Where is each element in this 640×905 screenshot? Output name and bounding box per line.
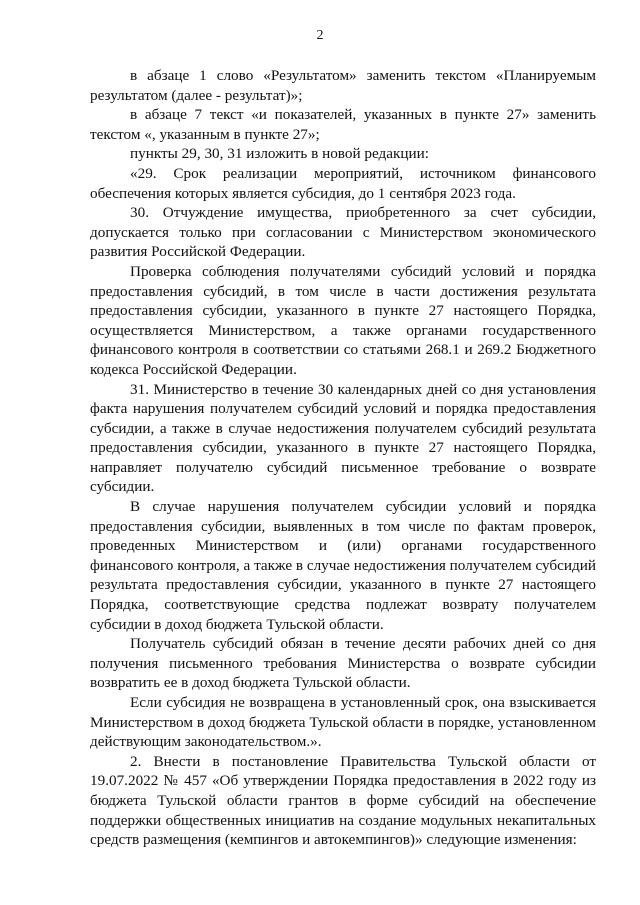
paragraph-11: 2. Внести в постановление Правительства Тульской области от 19.07.2022 № 457 «Об утверждении Порядка предоставления в 2022 году из бюджета Тульской области грантов в форме субсидий на обеспечение поддержки общественных инициатив на создание модульных некапитальных средств размещения (кемпингов и автокемпингов)» следующие изменения: xyxy=(90,752,596,849)
paragraph-10: Если субсидия не возвращена в установленный срок, она взыскивается Министерством в доход бюджета Тульской области в порядке, установленном действующим законодательством.». xyxy=(90,694,596,751)
paragraph-2: в абзаце 7 текст «и показателей, указанных в пункте 27» заменить текстом «, указанным в пункте 27»; xyxy=(90,106,596,143)
paragraph-5: 30. Отчуждение имущества, приобретенного за счет субсидии, допускается только при согласовании с Министерством экономического развития Российской Федерации. xyxy=(90,204,596,261)
paragraph-4: «29. Срок реализации мероприятий, источником финансового обеспечения которых является субсидия, до 1 сентября 2023 года. xyxy=(90,164,596,202)
paragraph-7: 31. Министерство в течение 30 календарных дней со дня установления факта нарушения получателем субсидий условий и порядка предоставления субсидии, а также в случае недостижения получателем субсидий результата предоставления субсидии, указанного в пункте 27 настоящего Порядка, направляет получателю субсидий письменное требование о возврате субсидии. xyxy=(90,380,596,496)
paragraph-6: Проверка соблюдения получателями субсидий условий и порядка предоставления субсидий, в том числе в части достижения результата предоставления субсидии, указанного в пункте 27 настоящего Порядка, осуществляется Министерством, а также органами государственного финансового контроля в соответствии со статьями 268.1 и 269.2 Бюджетного кодекса Российской Федерации. xyxy=(90,262,596,378)
paragraph-3: пункты 29, 30, 31 изложить в новой редакции: xyxy=(130,145,429,163)
paragraph-1: в абзаце 1 слово «Результатом» заменить текстом «Планируемым результатом (далее - результат)»; xyxy=(90,67,596,104)
paragraph-8: В случае нарушения получателем субсидии условий и порядка предоставления субсидии, выявленных в том числе по фактам проверок, проведенных Министерством и (или) органами государственного финансового контроля, а также в случае недостижения получателем субсидий результата предоставления субсидии, указанного в пункте 27 настоящего Порядка, соответствующие средства подлежат возврату получателем субсидии в доход бюджета Тульской области. xyxy=(90,498,596,633)
page-number: 2 xyxy=(316,28,324,43)
paragraph-9: Получатель субсидий обязан в течение десяти рабочих дней со дня получения письменного требования Министерства о возврате субсидии возвратить ее в доход бюджета Тульской области. xyxy=(90,635,596,692)
document-body xyxy=(90,66,596,850)
